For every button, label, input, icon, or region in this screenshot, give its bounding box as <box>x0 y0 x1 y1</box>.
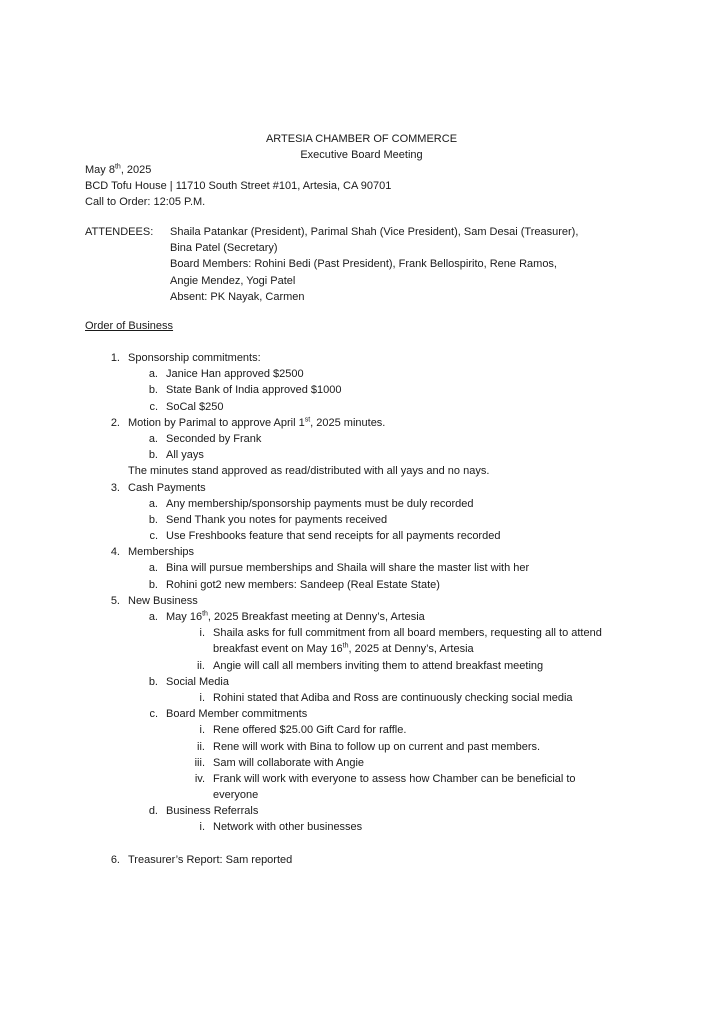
continuation-text-part: breakfast event on May 16 <box>213 643 343 656</box>
roman-numeral: iv. <box>194 772 205 785</box>
sub-sub-item-text: Angie will call all members inviting them to attend breakfast meeting <box>213 659 544 672</box>
absent-line: Absent: PK Nayak, Carmen <box>170 290 305 303</box>
sub-sub-item <box>0 690 723 706</box>
sub-item-letter: a. <box>148 368 158 381</box>
item-number: 1. <box>110 352 120 364</box>
sub-item-text-part: , 2025 Breakfast meeting at Denny’s, Artesia <box>207 611 425 623</box>
sub-item-text: State Bank of India approved $1000 <box>166 384 342 397</box>
sub-item-letter: c. <box>149 400 158 413</box>
attendees-line: Angie Mendez, Yogi Patel <box>170 274 296 287</box>
item-text: Cash Payments <box>128 481 206 494</box>
item-number: 6. <box>110 853 120 866</box>
sub-item-text: SoCal $250 <box>166 400 224 413</box>
item-number: 4. <box>110 546 120 559</box>
item-number: 5. <box>110 594 120 607</box>
meeting-title: Executive Board Meeting <box>300 149 423 162</box>
sub-sub-item <box>0 722 723 738</box>
sub-item-text: Send Thank you notes for payments received <box>166 513 388 526</box>
sub-item-text: Seconded by Frank <box>166 432 262 445</box>
item-number: 2. <box>110 416 120 429</box>
date-year: , 2025 <box>120 164 152 176</box>
agenda-item <box>0 415 723 431</box>
item-text-part: , 2025 minutes. <box>310 416 386 429</box>
sub-item <box>0 560 723 576</box>
sub-item-text: Any membership/sponsorship payments must be duly recorded <box>166 497 474 510</box>
sub-item-letter: b. <box>148 384 158 397</box>
sub-item-text <box>166 609 425 625</box>
sub-sub-item <box>0 739 723 755</box>
agenda-item <box>0 593 723 609</box>
ordinal-suffix: st <box>304 416 311 424</box>
item-text: Memberships <box>128 546 195 559</box>
sub-item <box>0 399 723 415</box>
sub-item <box>0 803 723 819</box>
date-text: May 8 <box>85 164 115 176</box>
order-of-business-heading: Order of Business <box>85 320 174 332</box>
sub-item-letter: a. <box>148 432 158 445</box>
attendees-line: Bina Patel (Secretary) <box>170 242 278 255</box>
sub-sub-item-text: Frank will work with everyone to assess how Chamber can be beneficial to <box>213 772 576 785</box>
sub-sub-item-text: Network with other businesses <box>213 821 363 834</box>
agenda-item <box>0 544 723 560</box>
item-text: Sponsorship commitments: <box>128 352 261 364</box>
blank-line <box>0 836 723 852</box>
sub-item-letter: c. <box>149 708 158 721</box>
sub-item-text: Business Referrals <box>166 805 259 818</box>
sub-sub-item <box>0 625 723 641</box>
organization-title: ARTESIA CHAMBER OF COMMERCE <box>265 133 458 145</box>
item-text: New Business <box>128 594 198 607</box>
sub-item-letter: b. <box>148 449 158 462</box>
sub-sub-item <box>0 755 723 771</box>
sub-sub-item-text: Shaila asks for full commitment from all board members, requesting all to attend <box>213 627 602 640</box>
sub-sub-item <box>0 819 723 835</box>
approval-note-text: The minutes stand approved as read/distributed with all yays and no nays. <box>128 465 490 478</box>
sub-item <box>0 366 723 382</box>
item-text-part: Motion by Parimal to approve April 1 <box>128 416 305 429</box>
sub-item-text: Board Member commitments <box>166 708 308 721</box>
sub-item-text: All yays <box>166 449 204 462</box>
agenda-item <box>0 350 723 366</box>
sub-item-letter: d. <box>148 805 158 818</box>
meeting-header <box>85 162 391 211</box>
sub-sub-item <box>0 771 723 787</box>
sub-item-text-part: May 16 <box>166 611 203 623</box>
roman-numeral: ii. <box>197 740 205 753</box>
sub-item <box>0 674 723 690</box>
sub-sub-item-text: Rene will work with Bina to follow up on current and past members. <box>213 740 541 753</box>
sub-sub-item-text: Rohini stated that Adiba and Ross are continuously checking social media <box>213 691 573 704</box>
sub-item <box>0 609 723 625</box>
continuation-text-part: , 2025 at Denny’s, Artesia <box>348 643 474 656</box>
sub-item <box>0 706 723 722</box>
sub-item-text: Bina will pursue memberships and Shaila will share the master list with her <box>166 562 530 575</box>
meeting-date <box>85 162 391 178</box>
sub-item <box>0 528 723 544</box>
sub-sub-item-continuation <box>0 641 723 657</box>
sub-item <box>0 496 723 512</box>
sub-item <box>0 447 723 463</box>
sub-item <box>0 382 723 398</box>
ordinal-suffix: th <box>202 610 208 618</box>
attendees-line: Shaila Patankar (President), Parimal Shah (Vice President), Sam Desai (Treasurer), <box>170 226 579 238</box>
ordinal-suffix: th <box>342 642 349 650</box>
roman-numeral: i. <box>199 821 205 834</box>
attendees-label: ATTENDEES: <box>85 226 154 238</box>
sub-item-letter: c. <box>149 530 158 543</box>
sub-sub-item-text: everyone <box>213 789 259 802</box>
sub-item-text: Janice Han approved $2500 <box>166 368 304 381</box>
item-text: Treasurer’s Report: Sam reported <box>128 853 293 866</box>
sub-item-letter: b. <box>148 675 158 688</box>
sub-item-text: Use Freshbooks feature that send receipts for all payments recorded <box>166 530 501 543</box>
roman-numeral: i. <box>199 627 205 640</box>
sub-item <box>0 577 723 593</box>
sub-sub-item-text: Rene offered $25.00 Gift Card for raffle. <box>213 724 407 737</box>
agenda-item <box>0 852 723 868</box>
sub-sub-item-text <box>213 641 474 657</box>
sub-item <box>0 512 723 528</box>
sub-sub-item-text: Sam will collaborate with Angie <box>213 756 365 769</box>
roman-numeral: ii. <box>197 659 205 672</box>
roman-numeral: iii. <box>194 756 205 769</box>
attendees-line: Board Members: Rohini Bedi (Past President), Frank Bellospirito, Rene Ramos, <box>170 258 557 271</box>
sub-item-letter: b. <box>148 578 158 591</box>
agenda-list <box>0 350 723 868</box>
meeting-location: BCD Tofu House | 11710 South Street #101, Artesia, CA 90701 <box>85 180 392 193</box>
sub-item-letter: b. <box>148 513 158 526</box>
sub-sub-item <box>0 658 723 674</box>
document-title-block <box>0 131 723 163</box>
sub-sub-item-continuation <box>0 787 723 803</box>
roman-numeral: i. <box>199 724 205 737</box>
date-ordinal: th <box>114 163 121 171</box>
sub-item-letter: a. <box>148 611 158 623</box>
call-to-order: Call to Order: 12:05 P.M. <box>85 196 206 209</box>
sub-item-text: Rohini got2 new members: Sandeep (Real Estate State) <box>166 578 440 591</box>
sub-item-text: Social Media <box>166 675 229 688</box>
sub-item-letter: a. <box>148 562 158 575</box>
sub-item-letter: a. <box>148 497 158 510</box>
item-number: 3. <box>110 481 120 494</box>
sub-item <box>0 431 723 447</box>
item-text <box>128 415 385 431</box>
approval-note <box>0 463 723 479</box>
roman-numeral: i. <box>199 691 205 704</box>
attendees-list <box>170 224 578 305</box>
agenda-item <box>0 480 723 496</box>
